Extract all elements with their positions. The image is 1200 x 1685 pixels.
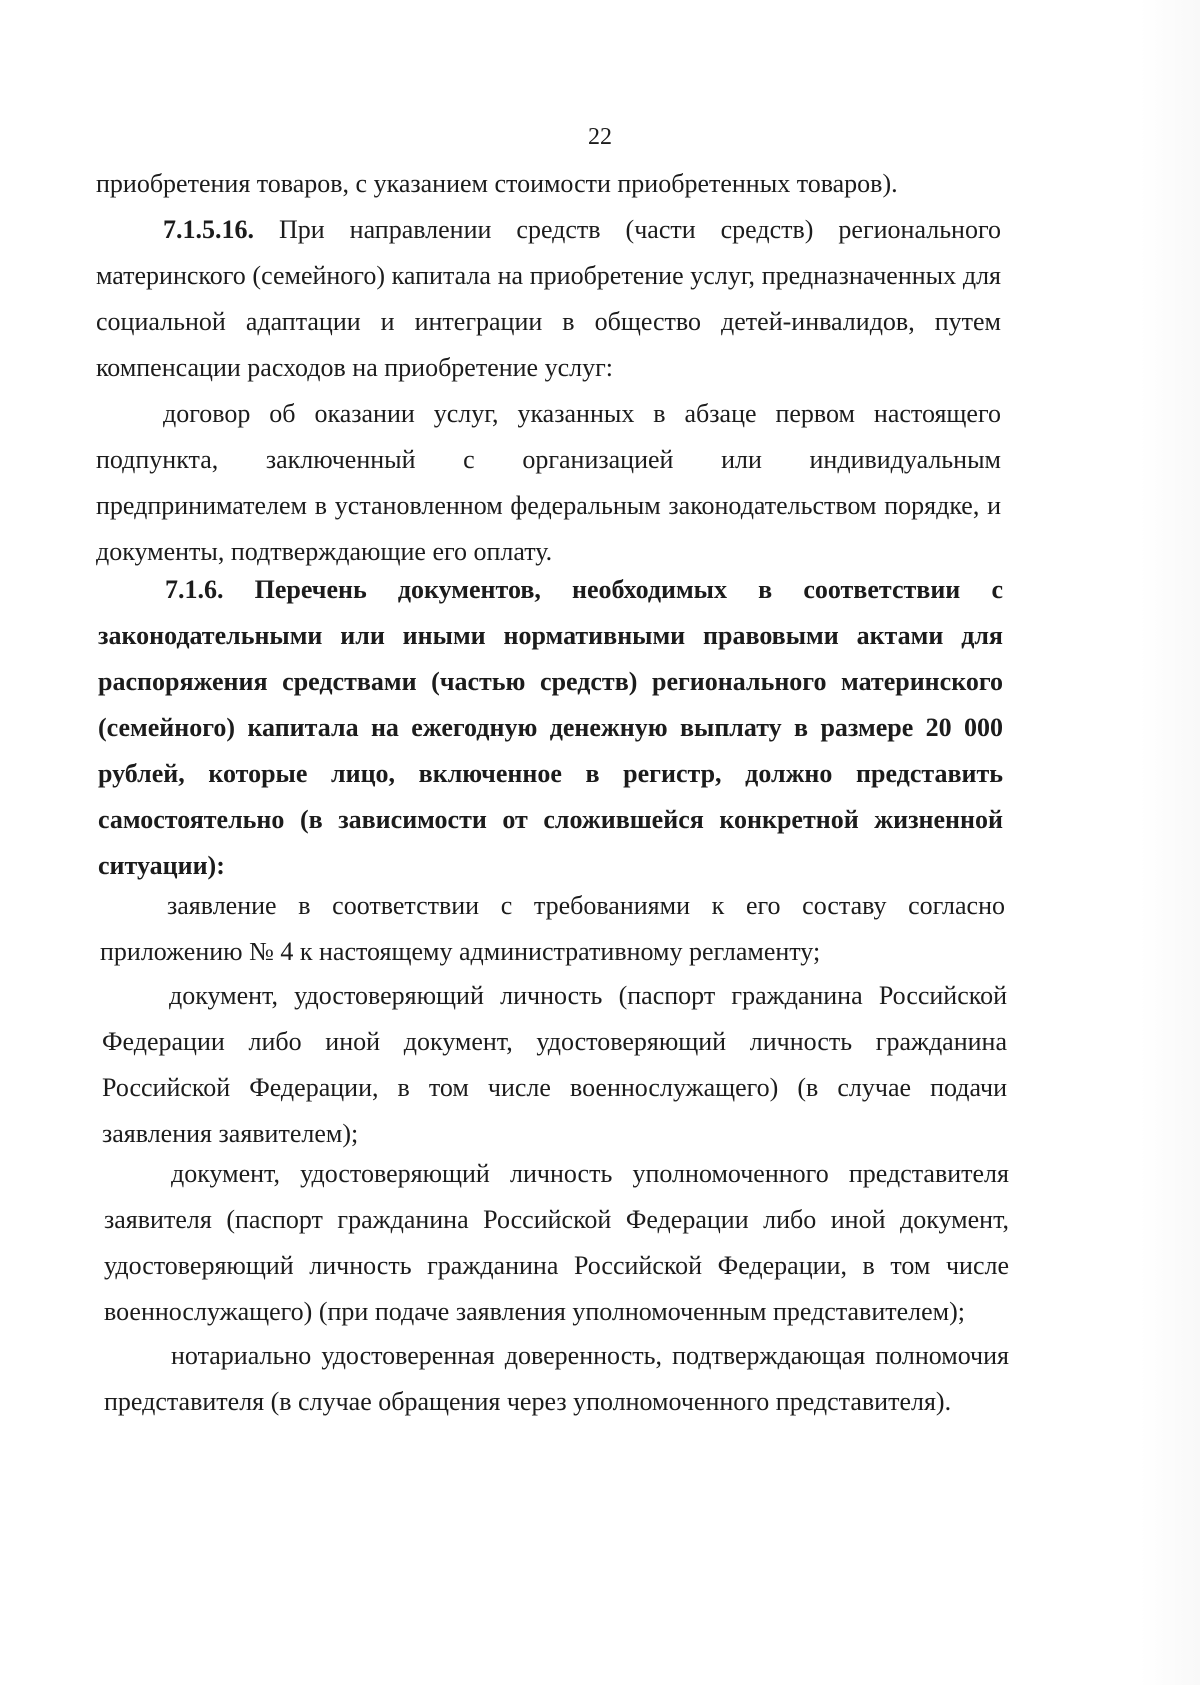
paragraph-application: заявление в соответствии с требованиями к его составу согласно приложению № 4 к настоящему административному регламенту; <box>100 891 1005 966</box>
scan-edge-shading <box>1140 0 1200 1685</box>
paragraph-power-of-attorney: нотариально удостоверенная доверенность, подтверждающая полномочия представителя (в случае обращения через уполномоченного представителя). <box>104 1341 1009 1416</box>
paragraph-7-1-5-16 <box>96 207 1001 391</box>
paragraph-contract: договор об оказании услуг, указанных в абзаце первом настоящего подпункта, заключенный с организацией или индивидуальным предпринимателем в установленном федеральным законодательством порядке, и документы, подтверждающие его оплату. <box>96 399 1001 566</box>
clause-text: При направлении средств (части средств) регионального материнского (семейного) капитала на приобретение услуг, предназначенных для социальной адаптации и интеграции в общество детей-инвалидов, путем компенсации расходов на приобретение услуг: <box>96 215 1001 382</box>
clause-number: 7.1.5.16. <box>163 215 254 244</box>
page-number: 22 <box>588 124 612 150</box>
paragraph-identity-document: документ, удостоверяющий личность (паспорт гражданина Российской Федерации либо иной документ, удостоверяющий личность гражданина Российской Федерации, в том числе военнослужащего) (в случае подачи заявления заявителем); <box>102 981 1007 1148</box>
paragraph-7-1-6-heading: 7.1.6. Перечень документов, необходимых в соответствии с законодательными или иными нормативными правовыми актами для распоряжения средствами (частью средств) регионального материнского (семейного) капитала на ежегодную денежную выплату в размере 20 000 рублей, которые лицо, включенное в регистр, должно представить самостоятельно (в зависимости от сложившейся конкретной жизненной ситуации): <box>98 575 1003 880</box>
paragraph-continuation: приобретения товаров, с указанием стоимости приобретенных товаров). <box>96 169 898 198</box>
paragraph-representative-identity: документ, удостоверяющий личность уполномоченного представителя заявителя (паспорт гражданина Российской Федерации либо иной документ, удостоверяющий личность гражданина Российской Федерации, в том числе военнослужащего) (при подаче заявления уполномоченным представителем); <box>104 1159 1009 1326</box>
